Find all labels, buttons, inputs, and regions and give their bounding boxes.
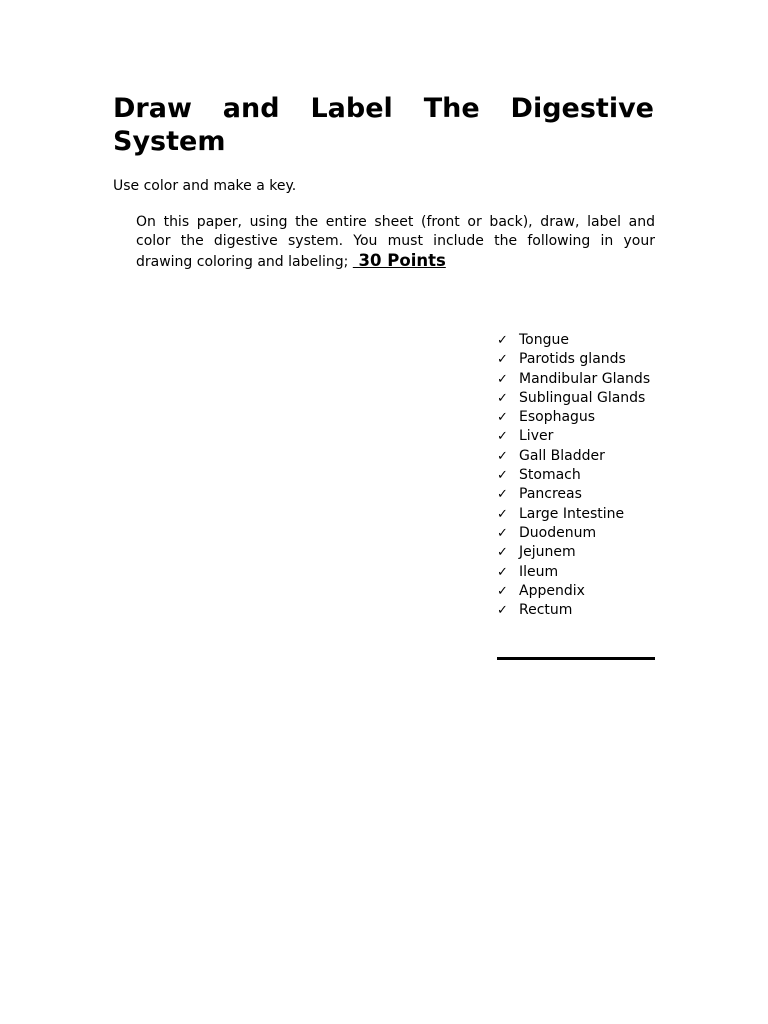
subtitle: Use color and make a key. <box>113 178 297 194</box>
checklist-item-label: Liver <box>519 428 554 445</box>
check-mark-icon: ✓ <box>497 371 508 387</box>
checklist-item-label: Large Intestine <box>519 505 625 522</box>
required-parts-checklist <box>497 331 655 620</box>
instructions-text: On this paper, using the entire sheet (front or back), draw, label and color the digestive system. You must include the following in your drawing coloring and labeling; <box>136 214 655 270</box>
instructions-paragraph <box>136 213 655 272</box>
check-mark-icon: ✓ <box>497 390 508 406</box>
checklist-item-label: Jejunem <box>519 544 576 561</box>
check-mark-icon: ✓ <box>497 468 508 484</box>
checklist-item <box>497 447 655 466</box>
checklist-item-label: Duodenum <box>519 524 597 541</box>
checklist-item <box>497 350 655 369</box>
check-mark-icon: ✓ <box>497 448 508 464</box>
checklist-item-label: Sublingual Glands <box>519 389 646 406</box>
checklist-item-label: Pancreas <box>519 486 582 503</box>
checklist-item <box>497 427 655 446</box>
checklist-item-label: Stomach <box>519 467 581 484</box>
check-mark-icon: ✓ <box>497 525 508 541</box>
check-mark-icon: ✓ <box>497 545 508 561</box>
checklist-item-label: Esophagus <box>519 409 596 426</box>
checklist-item <box>497 466 655 485</box>
checklist-item-label: Rectum <box>519 602 573 619</box>
checklist-item-label: Ileum <box>519 563 559 580</box>
checklist-item <box>497 505 655 524</box>
check-mark-icon: ✓ <box>497 333 508 348</box>
check-mark-icon: ✓ <box>497 352 508 368</box>
checklist-item <box>497 582 655 601</box>
checklist-item <box>497 331 655 350</box>
checklist-item <box>497 563 655 582</box>
checklist-item <box>497 524 655 543</box>
check-mark-icon: ✓ <box>497 603 508 619</box>
checklist-item <box>497 485 655 504</box>
checklist-item-label: Appendix <box>519 582 585 599</box>
checklist-item <box>497 389 655 408</box>
checklist-item-label: Gall Bladder <box>519 447 605 464</box>
check-mark-icon: ✓ <box>497 583 508 599</box>
checklist-item <box>497 408 655 427</box>
checklist-item <box>497 601 655 620</box>
check-mark-icon: ✓ <box>497 410 508 426</box>
check-mark-icon: ✓ <box>497 564 508 580</box>
checklist-item <box>497 370 655 389</box>
points-label: 30 Points <box>352 251 446 270</box>
checklist-item-label: Mandibular Glands <box>519 370 651 387</box>
check-mark-icon: ✓ <box>497 506 508 522</box>
check-mark-icon: ✓ <box>497 429 508 445</box>
checklist-underline-rule <box>497 657 655 660</box>
page-title: Draw and Label The Digestive System <box>113 93 654 157</box>
checklist-item-label: Parotids glands <box>519 351 626 368</box>
check-mark-icon: ✓ <box>497 487 508 503</box>
checklist-item <box>497 543 655 562</box>
checklist-item-label: Tongue <box>519 332 569 348</box>
